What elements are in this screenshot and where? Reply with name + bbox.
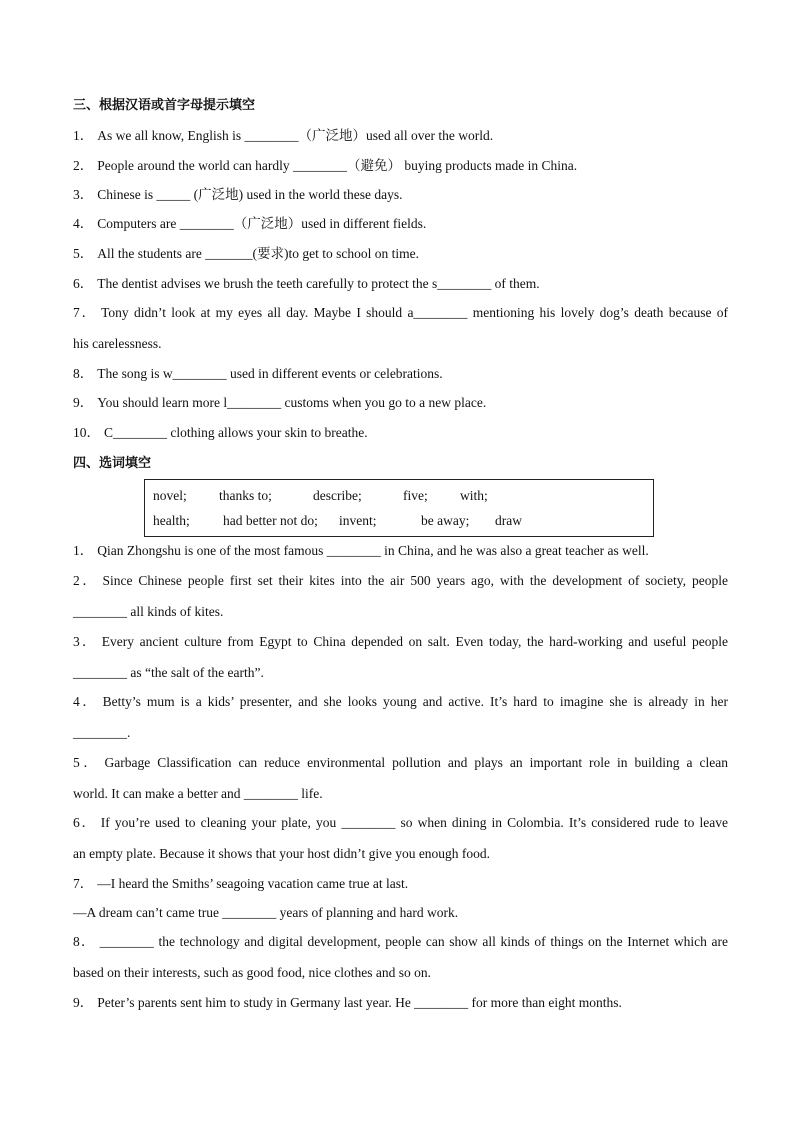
word-bank-item: health; [153, 513, 190, 528]
s4-question-8-continued: based on their interests, such as good food, nice clothes and so on. [73, 965, 432, 980]
s4-question-7: 7． —I heard the Smiths’ seagoing vacation came true at last. [73, 876, 409, 891]
s3-question-3: 3． Chinese is _____ (广泛地) used in the world these days. [73, 187, 403, 202]
s4-question-2-continued: ________ all kinds of kites. [73, 604, 224, 619]
word-bank-item: invent; [339, 513, 377, 528]
s4-question-3-continued: ________ as “the salt of the earth”. [73, 665, 264, 680]
s4-question-7-continued: —A dream can’t came true ________ years of planning and hard work. [73, 905, 459, 920]
word-bank-item: with; [460, 488, 488, 503]
s3-question-4: 4． Computers are ________（广泛地）used in different fields. [73, 216, 427, 231]
s3-question-7: 7． Tony didn’t look at my eyes all day. Maybe I should a________ mentioning his lovely dog’s death because of [73, 305, 729, 320]
s3-question-8: 8． The song is w________ used in different events or celebrations. [73, 366, 443, 381]
word-bank-item: novel; [153, 488, 187, 503]
s4-question-6: 6． If you’re used to cleaning your plate, you ________ so when dining in Colombia. It’s considered rude to leave [73, 815, 728, 830]
s3-question-5: 5． All the students are _______(要求)to get to school on time. [73, 246, 419, 261]
s4-question-3: 3． Every ancient culture from Egypt to China depended on salt. Even today, the hard-working and useful people [73, 634, 729, 649]
s4-question-5-continued: world. It can make a better and ________ life. [73, 786, 323, 801]
section4-heading: 四、选词填空 [73, 456, 152, 471]
s3-question-2: 2． People around the world can hardly ________（避免） buying products made in China. [73, 158, 578, 173]
s3-question-10: 10． C________ clothing allows your skin to breathe. [73, 425, 368, 440]
s4-question-4-continued: ________. [73, 725, 131, 740]
s4-question-1: 1． Qian Zhongshu is one of the most famous ________ in China, and he was also a great teacher as well. [73, 543, 649, 558]
word-bank-item: had better not do; [223, 513, 318, 528]
word-bank-item: describe; [313, 488, 362, 503]
s3-question-7-continued: his carelessness. [73, 336, 162, 351]
s4-question-2: 2． Since Chinese people first set their kites into the air 500 years ago, with the development of society, people [73, 573, 728, 588]
word-bank-item: be away; [421, 513, 470, 528]
s4-question-6-continued: an empty plate. Because it shows that your host didn’t give you enough food. [73, 846, 491, 861]
s4-question-9: 9． Peter’s parents sent him to study in Germany last year. He ________ for more than eight months. [73, 995, 622, 1010]
word-bank-item: thanks to; [219, 488, 272, 503]
s3-question-6: 6． The dentist advises we brush the teeth carefully to protect the s________ of them. [73, 276, 540, 291]
s4-question-5: 5． Garbage Classification can reduce environmental pollution and plays an important role in building a clean [73, 755, 729, 770]
s3-question-1: 1． As we all know, English is ________（广泛地）used all over the world. [73, 128, 494, 143]
section3-heading: 三、根据汉语或首字母提示填空 [73, 98, 256, 113]
word-bank-item: five; [403, 488, 428, 503]
word-bank-item: draw [495, 513, 522, 528]
s4-question-4: 4． Betty’s mum is a kids’ presenter, and she looks young and active. It’s hard to imagine she is already in her [73, 694, 729, 709]
s3-question-9: 9． You should learn more l________ customs when you go to a new place. [73, 395, 487, 410]
word-bank-box [144, 479, 654, 537]
s4-question-8: 8． ________ the technology and digital development, people can show all kinds of things on the Internet which are [73, 934, 728, 949]
